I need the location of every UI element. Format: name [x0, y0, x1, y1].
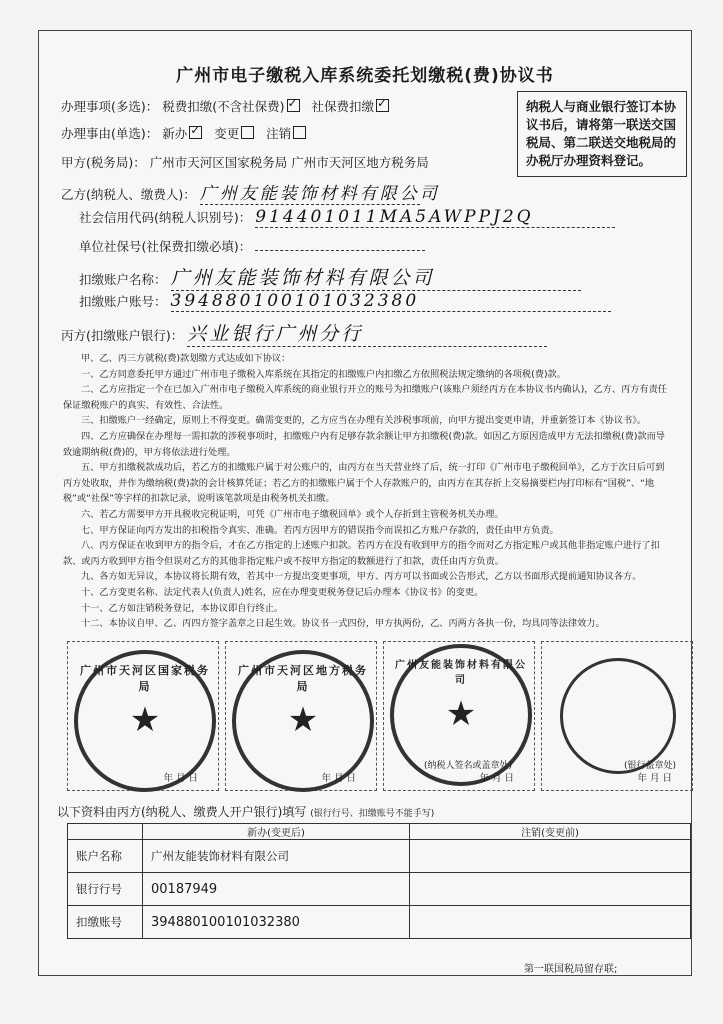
social-no-value[interactable]: [255, 238, 425, 251]
cancel-checkbox[interactable]: [293, 126, 306, 139]
row-label: 账户名称: [68, 840, 143, 873]
new-checkbox[interactable]: [189, 126, 202, 139]
stamp-box-bank: [541, 641, 693, 791]
change-checkbox[interactable]: [241, 126, 254, 139]
table-row: [68, 840, 691, 873]
reason-opt1: 新办: [162, 126, 188, 141]
stamp-box-local-tax: [225, 641, 377, 791]
taxpayer-seal-label: (纳税人签名或盖章处): [424, 761, 513, 771]
clause: 五、甲方扣缴税款成功后，若乙方的扣缴账户属于对公账户的，由丙方在当天营业终了后，统一打印《广州市电子缴税回单》，乙方于次日后可到丙方处收取，并作为缴纳税(费)款的会计核算凭证；若乙方的扣缴账户属于个人存款账户的，由丙方在其存折上交易摘要栏内打印标有“国税”、“地税”或“社保”等字样的扣款记录，说明该笔款项是由税务机关扣缴。: [63, 462, 665, 505]
bank-info-table: [67, 823, 691, 939]
table-row: [68, 906, 691, 939]
stamp-box-state-tax: [67, 641, 219, 791]
clause: 一、乙方同意委托甲方通过广州市电子缴税入库系统在其指定的扣缴账户内扣缴乙方依照税法规定缴纳的各项税(费)款。: [81, 368, 566, 380]
clause: 八、丙方保证在收到甲方的指令后，才在乙方指定的上述账户扣款。若丙方在没有收到甲方的指令而对乙方指定账户或其他非指定账户进行了扣款、或丙方收到甲方指令但误对乙方的其他非指定账户或不按甲方指定的数额进行了扣款，责任由丙方负责。: [63, 540, 660, 567]
header-new: 新办(变更后): [143, 824, 410, 840]
items-opt2: 社保费扣缴: [311, 99, 374, 114]
credit-code-row: [79, 207, 615, 228]
agreement-clauses: [63, 351, 673, 632]
party-b-value[interactable]: 广州友能装饰材料有限公司: [200, 179, 420, 205]
seal-text: 广州市天河区国家税务局: [80, 664, 210, 693]
social-checkbox[interactable]: [376, 99, 389, 112]
row-new-value[interactable]: 广州友能装饰材料有限公司: [143, 840, 410, 873]
party-b-label: 乙方(纳税人、缴费人)：: [61, 187, 196, 202]
bank-seal: [560, 658, 676, 774]
stamp-box-taxpayer: [383, 641, 535, 791]
account-no-row: [79, 291, 611, 312]
reason-row: [61, 124, 306, 142]
footer-note: 第一联国税局留存联;: [524, 964, 618, 975]
items-row: [61, 97, 389, 115]
account-no-value[interactable]: 394880100101032380: [171, 291, 611, 312]
row-cancel-value[interactable]: [410, 906, 691, 939]
party-a-row: [61, 153, 429, 171]
bank-info-heading-note: (银行行号、扣缴账号不能手写): [310, 809, 435, 819]
seal-text: 广州市天河区地方税务局: [238, 664, 368, 693]
note-box: 纳税人与商业银行签订本协议书后，请将第一联送交国税局、第二联送交地税局的办税厅办理资料登记。: [517, 91, 687, 177]
stamp-area: [67, 641, 687, 791]
clause: 十一、乙方如注销税务登记，本协议即自行终止。: [81, 602, 284, 614]
clause: 二、乙方应指定一个在已加入广州市电子缴税入库系统的商业银行开立的账号为扣缴账户(该账户须经丙方在本协议书内确认)，乙方、丙方有责任保证缴税账户的真实、有效性、合法性。: [63, 384, 667, 411]
row-new-value[interactable]: 00187949: [143, 873, 410, 906]
stamp-date: 年 月 日: [163, 773, 198, 784]
credit-code-label: 社会信用代码(纳税人识别号)：: [79, 210, 252, 225]
star-icon: ★: [129, 700, 161, 740]
party-c-value[interactable]: 兴业银行广州分行: [187, 319, 547, 347]
row-cancel-value[interactable]: [410, 840, 691, 873]
party-a-value: 广州市天河区国家税务局 广州市天河区地方税务局: [149, 155, 429, 170]
row-cancel-value[interactable]: [410, 873, 691, 906]
clause: 九、各方如无异议，本协议将长期有效，若其中一方提出变更事项，甲方、丙方可以书面或公告形式，乙方以书面形式提前通知协议各方。: [81, 571, 642, 583]
social-no-row: [79, 237, 425, 255]
star-icon: ★: [445, 694, 477, 734]
stamp-date: 年 月 日: [637, 773, 672, 784]
stamp-date: 年 月 日: [479, 773, 514, 784]
account-name-label: 扣缴账户名称：: [79, 272, 167, 287]
row-new-value[interactable]: 394880100101032380: [143, 906, 410, 939]
table-row: [68, 873, 691, 906]
account-name-value[interactable]: 广州友能装饰材料有限公司: [171, 263, 581, 291]
clause: 七、甲方保证向丙方发出的扣税指令真实、准确。若丙方因甲方的错误指令而误扣乙方账户存款的，责任由甲方负责。: [81, 524, 559, 536]
stamp-date: 年 月 日: [321, 773, 356, 784]
account-no-label: 扣缴账户账号：: [79, 294, 167, 309]
credit-code-value[interactable]: 914401011MA5AWPPJ2Q: [255, 207, 615, 228]
reason-opt2: 变更: [214, 126, 240, 141]
party-c-row: [61, 319, 547, 347]
bank-info-heading-text: 以下资料由丙方(纳税人、缴费人开户银行)填写: [57, 805, 307, 819]
reason-label: 办理事由(单选)：: [61, 126, 159, 141]
table-header-row: [68, 824, 691, 840]
bank-seal-label: (银行盖章处): [624, 761, 677, 771]
party-c-label: 丙方(扣缴账户银行)：: [61, 328, 184, 343]
clause: 十二、本协议自甲、乙、丙四方签字盖章之日起生效。协议书一式四份，甲方执两份，乙、丙两方各执一份，均具同等法律效力。: [81, 618, 605, 630]
seal-text: 广州友能装饰材料有限公司: [395, 660, 527, 686]
clause: 六、若乙方需要甲方开具税收完税证明，可凭《广州市电子缴税回单》或个人存折到主管税务机关办理。: [81, 508, 504, 520]
header-cancel: 注销(变更前): [410, 824, 691, 840]
clause: 三、扣缴账户一经确定，原则上不得变更。确需变更的，乙方应当在办理有关涉税事项前，向甲方提出变更申请，并重新签订本《协议书》。: [81, 415, 647, 427]
clause: 十、乙方变更名称、法定代表人(负责人)姓名，应在办理变更税务登记后办理本《协议书》的变更。: [81, 586, 484, 598]
row-label: 银行行号: [68, 873, 143, 906]
row-label: 扣缴账号: [68, 906, 143, 939]
clause: 四、乙方应确保在办理每一需扣款的涉税事项时，扣缴账户内有足够存款余额让甲方扣缴税(费)款。如因乙方原因造成甲方无法扣缴税(费)款而导致逾期纳税(费)的，甲方将依法进行处理。: [63, 430, 665, 458]
party-b-row: [61, 179, 440, 205]
party-a-label: 甲方(税务局)：: [61, 155, 146, 170]
bank-info-heading: [57, 803, 434, 820]
reason-opt3: 注销: [266, 126, 292, 141]
header-blank: [68, 824, 143, 840]
items-label: 办理事项(多选)：: [61, 99, 159, 114]
social-no-label: 单位社保号(社保费扣缴必填)：: [79, 239, 252, 254]
agreement-form: [38, 30, 692, 976]
star-icon: ★: [287, 700, 319, 740]
clause: 甲、乙、丙三方就税(费)款划缴方式达成如下协议：: [81, 353, 291, 364]
account-name-row: [79, 263, 581, 291]
page-title: 广州市电子缴税入库系统委托划缴税(费)协议书: [176, 66, 554, 86]
tax-checkbox[interactable]: [287, 99, 300, 112]
items-opt1: 税费扣缴(不含社保费): [162, 99, 285, 114]
